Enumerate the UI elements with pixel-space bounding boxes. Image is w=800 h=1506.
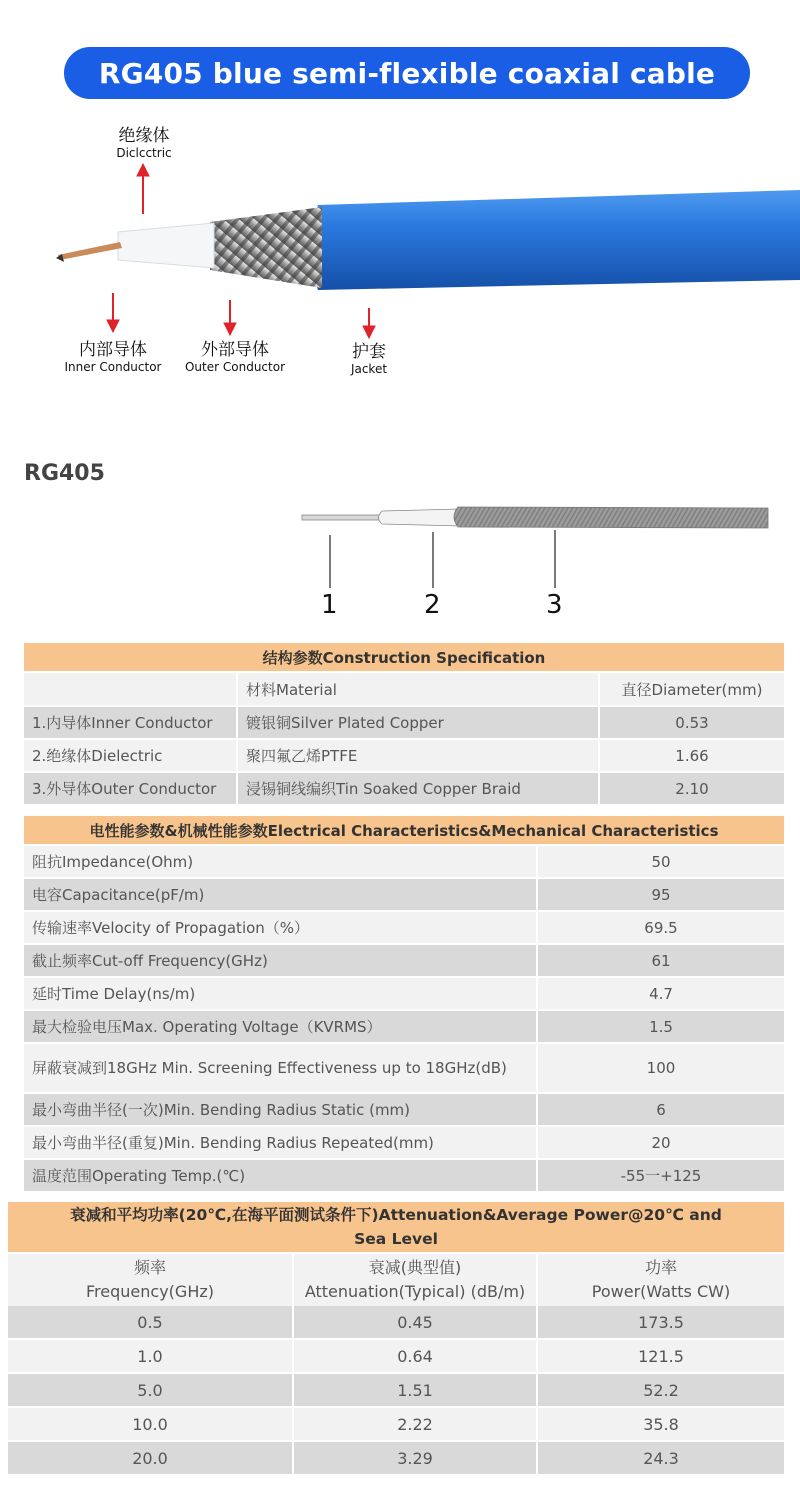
table-row: 0.5 0.45 173.5 (8, 1306, 784, 1338)
table-row: 20.0 3.29 24.3 (8, 1442, 784, 1474)
diagram-number-1: 1 (321, 590, 338, 620)
banner-title: RG405 blue semi-flexible coaxial cable (98, 56, 716, 90)
label-jacket: 护套 Jacket (350, 342, 388, 376)
table-row: 2.绝缘体Dielectric 聚四氟乙烯PTFE 1.66 (24, 740, 784, 771)
table-row: 1.内导体Inner Conductor 镀银铜Silver Plated Copper 0.53 (24, 707, 784, 738)
table-row: 5.0 1.51 52.2 (8, 1374, 784, 1406)
table-row: 传输速率Velocity of Propagation（%） 69.5 (24, 912, 784, 943)
table-row: 最小弯曲半径(重复)Min. Bending Radius Repeated(mm) 20 (24, 1127, 784, 1158)
attenuation-header: 衰减和平均功率(20℃,在海平面测试条件下)Attenuation&Average Power@20℃ and Sea Level (8, 1202, 784, 1252)
label-inner-conductor: 内部导体 Inner Conductor (64, 340, 162, 374)
table-row: 截止频率Cut-off Frequency(GHz) 61 (24, 945, 784, 976)
attenuation-column-headers: 频率 Frequency(GHz) 衰减(典型值) Attenuation(Typical) (dB/m) 功率 Power(Watts CW) (8, 1254, 784, 1306)
diagram-number-2: 2 (424, 590, 441, 620)
construction-column-headers: 材料Material 直径Diameter(mm) (24, 673, 784, 705)
table-row: 温度范围Operating Temp.(℃) -55一+125 (24, 1160, 784, 1191)
table-row: 阻抗Impedance(Ohm) 50 (24, 846, 784, 877)
label-outer-conductor: 外部导体 Outer Conductor (184, 340, 285, 374)
table-row: 电容Capacitance(pF/m) 95 (24, 879, 784, 910)
table-row: 最小弯曲半径(一次)Min. Bending Radius Static (mm) 6 (24, 1094, 784, 1125)
table-row: 3.外导体Outer Conductor 浸锡铜线编织Tin Soaked Copper Braid 2.10 (24, 773, 784, 804)
model-title: RG405 (24, 461, 105, 486)
table-row: 1.0 0.64 121.5 (8, 1340, 784, 1372)
cable-diagram (290, 500, 780, 625)
electrical-header: 电性能参数&机械性能参数Electrical Characteristics&Mechanical Characteristics (24, 816, 784, 844)
label-dielectric: 绝缘体 Diclcctric (116, 126, 172, 160)
table-row: 10.0 2.22 35.8 (8, 1408, 784, 1440)
construction-header: 结构参数Construction Specification (24, 643, 784, 671)
table-row: 延时Time Delay(ns/m) 4.7 (24, 978, 784, 1009)
table-row: 屏蔽衰减到18GHz Min. Screening Effectiveness up to 18GHz(dB) 100 (24, 1044, 784, 1092)
table-row: 最大检验电压Max. Operating Voltage（KVRMS） 1.5 (24, 1011, 784, 1042)
diagram-number-3: 3 (546, 590, 563, 620)
title-banner (64, 47, 750, 99)
